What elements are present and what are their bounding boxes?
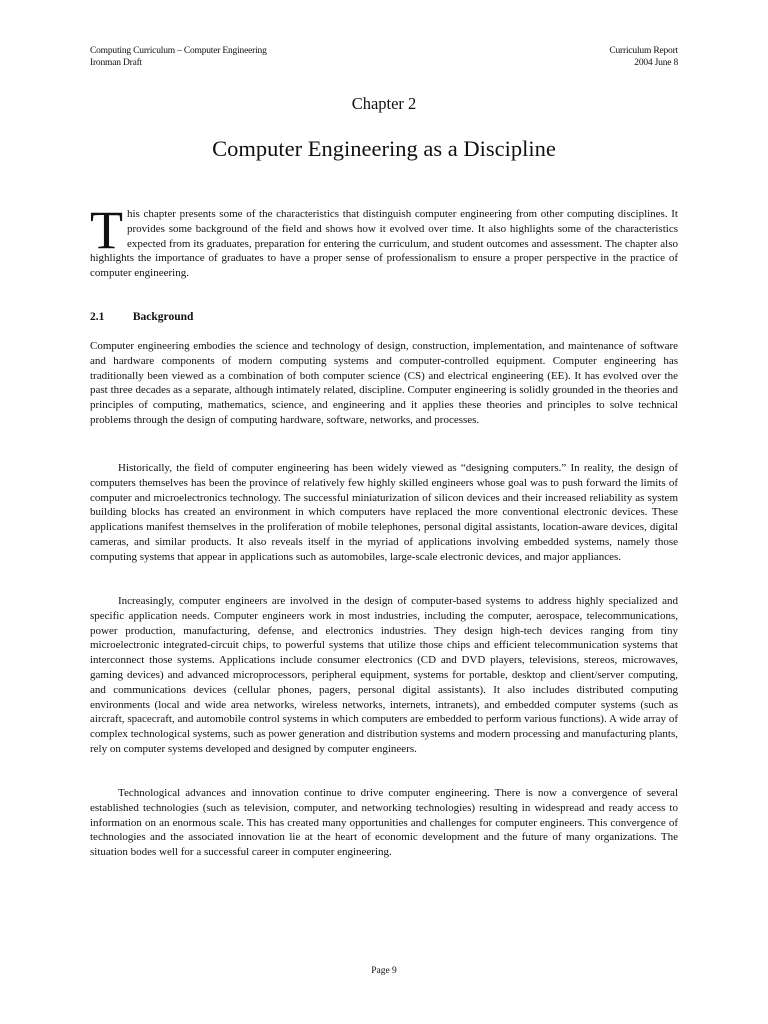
- header-draft-label: Ironman Draft: [90, 58, 143, 68]
- running-header-right: [609, 45, 678, 69]
- chapter-title: Computer Engineering as a Discipline: [212, 136, 556, 161]
- intro-paragraph: [90, 200, 678, 281]
- running-header-left: [90, 45, 267, 69]
- paragraph-text: Technological advances and innovation continue to drive computer engineering. There is now a convergence of several established technologies (such as television, computer, and networking technologies) resulting in widespread and ready access to information on an enormous scale. This has created many opportunities and challenges for computer engineers. This convergence of technologies and the associated innovation lie at the heart of economic development and the future of many organizations. The situation bodes well for a successful career in computer engineering.: [90, 787, 678, 859]
- body-paragraph: [90, 339, 678, 428]
- paragraph-text: Historically, the field of computer engineering has been widely viewed as “designing computers.” In reality, the design of computers themselves has been the province of relatively few highly skilled engineers whose goal was to push forward the limits of computer and microelectronics technology. The successful miniaturization of silicon devices and their increased reliability as system building blocks has created an environment in which computers have replaced the more conventional electronic devices. These applications manifest themselves in the proliferation of mobile telephones, personal digital assistants, location-aware devices, digital cameras, and similar products. It also reveals itself in the myriad of applications involving embedded systems, namely those computing systems that appear in applications such as automobiles, large-scale electronic devices, and major appliances.: [90, 462, 678, 563]
- body-paragraph: [90, 594, 678, 757]
- section-title: Background: [132, 311, 194, 323]
- page-number: Page 9: [371, 966, 397, 976]
- body-paragraph: [90, 786, 678, 860]
- paragraph-text: Computer engineering embodies the science and technology of design, construction, implementation, and maintenance of software and hardware components of modern computing systems and computer-controlled equipment. Computer engineering has traditionally been viewed as a combination of both computer science (CS) and electrical engineering (EE). It has evolved over the past three decades as a separate, although intimately related, discipline. Computer engineering is solidly grounded in the theories and principles of computing, mathematics, science, and engineering and it applies these theories and principles to solve technical problems through the design of computing hardware, software, networks, and processes.: [90, 340, 678, 426]
- header-date: 2004 June 8: [634, 58, 678, 68]
- chapter-label: Chapter 2: [351, 94, 417, 113]
- body-paragraph: [90, 461, 678, 565]
- section-heading: [90, 311, 193, 323]
- header-curriculum-title: Computing Curriculum – Computer Engineering: [90, 46, 267, 56]
- drop-cap: T: [90, 200, 123, 260]
- header-report-label: Curriculum Report: [609, 46, 678, 56]
- intro-text: his chapter presents some of the characteristics that distinguish computer engineering from other computing disciplines. It provides some background of the field and shows how it evolved over time. It also highlights some of the characteristics expected from its graduates, preparation for entering the curriculum, and student outcomes and assessment. The chapter also highlights the importance of graduates to have a proper sense of professionalism to ensure a proper perspective in the practice of computer engineering.: [90, 208, 678, 280]
- section-number: 2.1: [90, 311, 105, 323]
- paragraph-text: Increasingly, computer engineers are involved in the design of computer-based systems to address highly specialized and specific application needs. Computer engineers work in most industries, including the computer, aerospace, telecommunications, power production, manufacturing, defense, and electronics industries. They design high-tech devices ranging from tiny microelectronic integrated-circuit chips, to powerful systems that utilize those chips and efficient telecommunication systems that interconnect those systems. Applications include consumer electronics (CD and DVD players, televisions, stereos, microwaves, gaming devices) and advanced microprocessors, peripheral equipment, systems for portable, desktop and client/server computing, and communications devices (cellular phones, pagers, personal digital assistants). It also includes distributed computing environments (local and wide area networks, wireless networks, internets, intranets), and embedded computer systems (such as aircraft, spacecraft, and automobile control systems in which computers are embedded to perform various functions). A wide array of complex technological systems, such as power generation and distribution systems and modern processing and manufacturing plants, rely on computer systems developed and designed by computer engineers.: [90, 595, 678, 755]
